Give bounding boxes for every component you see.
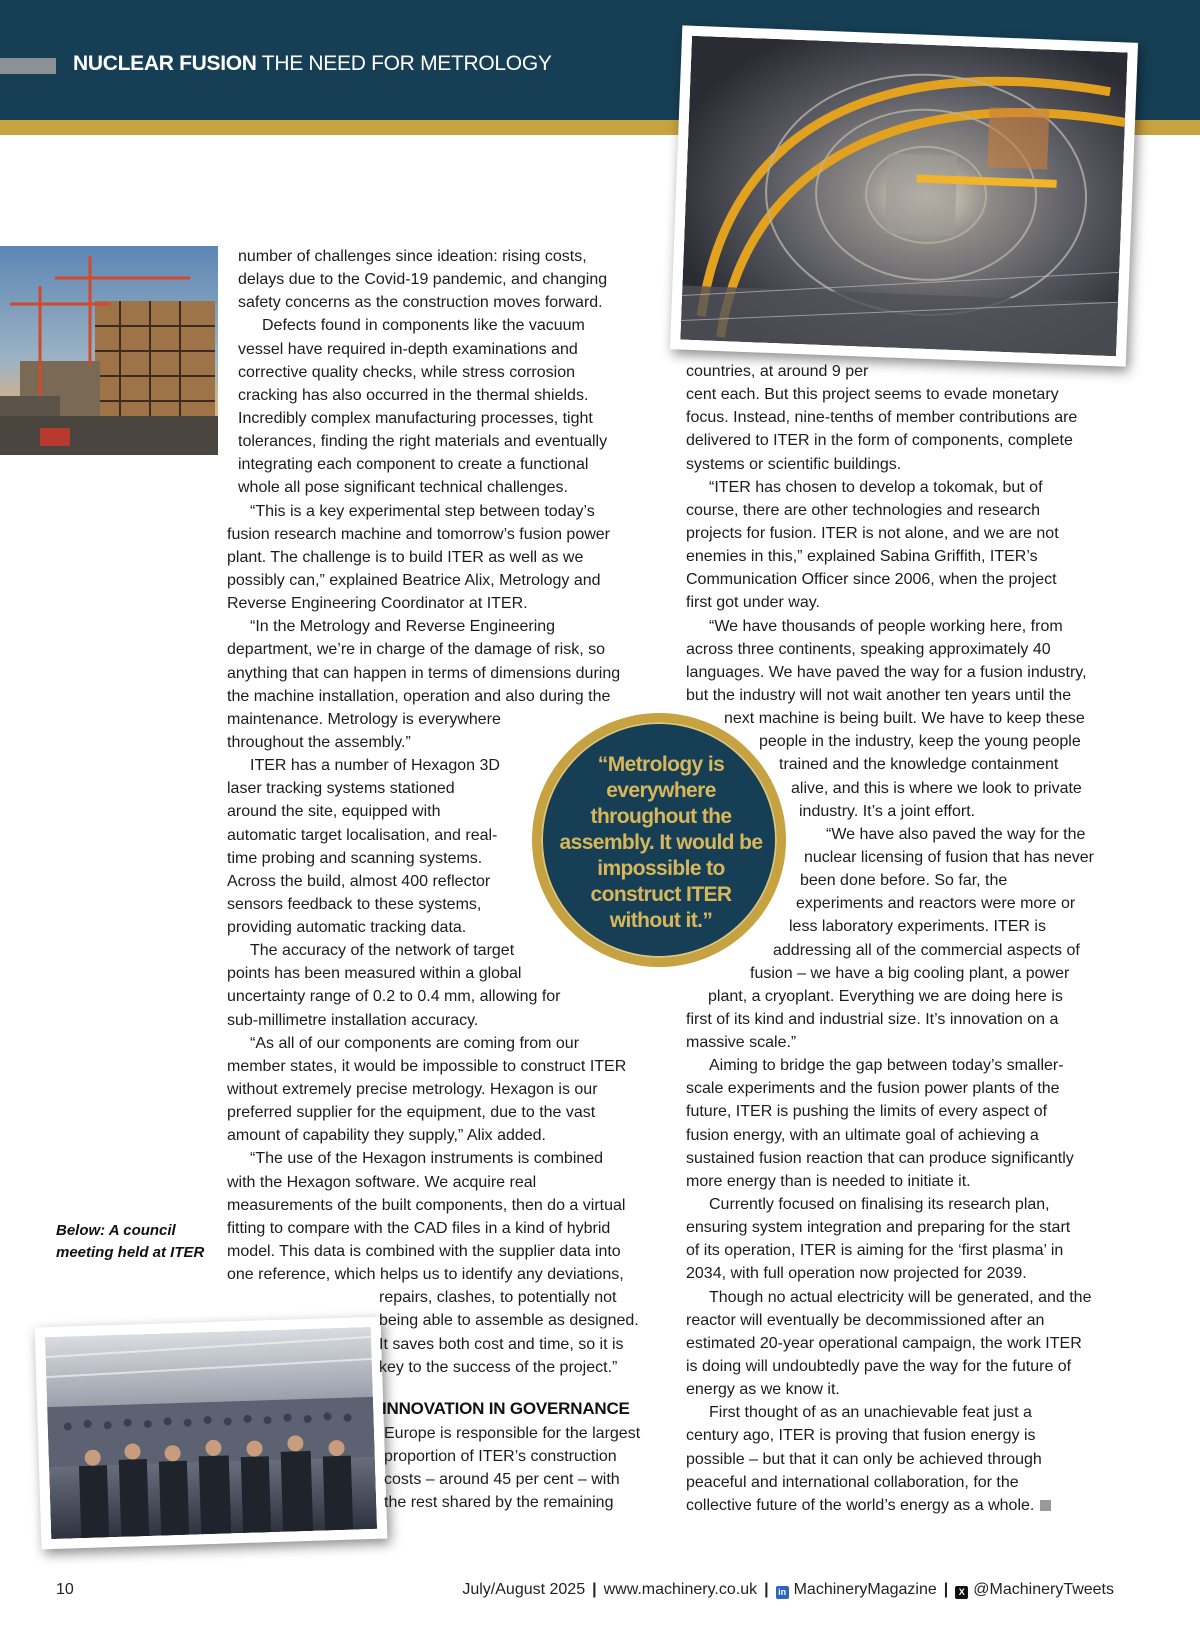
- body-text-line: vessel have required in-depth examinations and: [238, 340, 578, 358]
- body-text-line: Reverse Engineering Coordinator at ITER.: [227, 595, 528, 613]
- body-text-line: department, we’re in charge of the damage of risk, so: [227, 641, 605, 659]
- body-text-line: ITER has a number of Hexagon 3D: [250, 757, 500, 775]
- body-text-line: projects for fusion. ITER is not alone, and we are not: [686, 524, 1059, 542]
- body-text-line: the machine installation, operation and also during the: [227, 687, 611, 705]
- body-text-line: future, ITER is pushing the limits of every aspect of: [686, 1103, 1048, 1121]
- body-text-line: amount of capability they supply,” Alix added.: [227, 1127, 546, 1145]
- subheading: INNOVATION IN GOVERNANCE: [382, 1399, 630, 1418]
- body-text-line: fusion energy, with an ultimate goal of achieving a: [686, 1126, 1039, 1144]
- body-text-line: whole all pose significant technical challenges.: [238, 479, 568, 497]
- body-text-line: scale experiments and the fusion power plants of the: [686, 1080, 1060, 1098]
- construction-site-photo: [0, 246, 218, 455]
- body-text-line: maintenance. Metrology is everywhere: [227, 710, 501, 728]
- body-text-line: cent each. But this project seems to evade monetary: [686, 386, 1059, 404]
- body-text-line: It saves both cost and time, so it is: [379, 1335, 624, 1353]
- body-text-line: “We have thousands of people working here, from: [709, 617, 1063, 635]
- section-heading: [73, 52, 552, 76]
- body-text-line: possibly can,” explained Beatrice Alix, Metrology and: [227, 571, 601, 589]
- body-text-line: costs – around 45 per cent – with: [384, 1471, 620, 1488]
- separator: |: [592, 1581, 597, 1598]
- linkedin-icon: in: [776, 1586, 789, 1599]
- linkedin-handle[interactable]: MachineryMagazine: [793, 1581, 937, 1598]
- body-text-line: points has been measured within a global: [227, 965, 522, 983]
- body-text-line: collective future of the world’s energy as a whole.: [686, 1494, 1051, 1517]
- body-text-line: languages. We have paved the way for a fusion industry,: [686, 663, 1087, 681]
- body-text-line: “ITER has chosen to develop a tokomak, but of: [709, 478, 1043, 496]
- body-text-line: Communication Officer since 2006, when the project: [686, 571, 1057, 589]
- body-text-line: time probing and scanning systems.: [227, 849, 483, 867]
- body-text-line: trained and the knowledge containment: [779, 756, 1059, 774]
- body-text-line: of its operation, ITER is aiming for the ‘first plasma’ in: [686, 1242, 1064, 1260]
- body-text-line: Though no actual electricity will be generated, and the: [709, 1288, 1092, 1306]
- body-text-line: alive, and this is where we look to private: [791, 779, 1082, 797]
- body-text-line: plant, a cryoplant. Everything we are doing here is: [708, 987, 1063, 1005]
- end-of-article-mark: [1040, 1500, 1051, 1511]
- body-text-line: tolerances, finding the right materials and eventually: [238, 433, 608, 451]
- body-text-line: providing automatic tracking data.: [227, 919, 467, 937]
- body-text-line: 2034, with full operation now projected for 2039.: [686, 1265, 1027, 1283]
- separator: |: [764, 1581, 769, 1598]
- pull-quote: “Metrology is everywhere throughout the assembly. It would be impossible to construct ITER without it.”: [559, 753, 763, 932]
- body-text-line: being able to assemble as designed.: [379, 1312, 639, 1330]
- body-text-line: been done before. So far, the: [800, 872, 1008, 890]
- body-text-line: sensors feedback to these systems,: [227, 895, 482, 913]
- body-text-line: fusion – we have a big cooling plant, a power: [750, 964, 1070, 982]
- body-text-line: reactor will eventually be decommissioned after an: [686, 1311, 1045, 1329]
- body-text-line: “We have also paved the way for the: [826, 825, 1086, 843]
- body-text-line: The accuracy of the network of target: [250, 942, 515, 960]
- body-text-line: “In the Metrology and Reverse Engineering: [250, 618, 556, 636]
- body-text-line: uncertainty range of 0.2 to 0.4 mm, allowing for: [227, 988, 561, 1006]
- body-text-line: energy as we know it.: [686, 1381, 840, 1399]
- body-text-line: laser tracking systems stationed: [227, 780, 455, 798]
- body-text-line: course, there are other technologies and research: [686, 501, 1040, 519]
- body-text-line: more energy than is needed to initiate it.: [686, 1172, 971, 1190]
- body-text-line: plant. The challenge is to build ITER as well as we: [227, 548, 584, 566]
- body-text-line: less laboratory experiments. ITER is: [789, 918, 1046, 936]
- body-text-line: model. This data is combined with the supplier data into: [227, 1243, 621, 1261]
- body-text-line: enemies in this,” explained Sabina Griffith, ITER’s: [686, 548, 1038, 566]
- body-text-line: across three continents, speaking approximately 40: [686, 640, 1051, 658]
- body-text-line: experiments and reactors were more or: [796, 895, 1076, 913]
- body-text-line: systems or scientific buildings.: [686, 455, 902, 473]
- x-icon: X: [955, 1586, 968, 1599]
- body-text-line: Across the build, almost 400 reflector: [227, 872, 491, 890]
- body-text-line: preferred supplier for the equipment, due to the vast: [227, 1104, 596, 1122]
- body-text-line: “The use of the Hexagon instruments is combined: [250, 1150, 604, 1168]
- body-text-line: anything that can happen in terms of dimensions during: [227, 664, 621, 682]
- body-text-line: throughout the assembly.”: [227, 733, 411, 751]
- body-text-line: peaceful and international collaboration, for the: [686, 1473, 1019, 1491]
- body-text-line: “As all of our components are coming from our: [250, 1034, 580, 1052]
- body-text-line: without extremely precise metrology. Hexagon is our: [227, 1081, 598, 1099]
- body-text-line: one reference, which helps us to identify any deviations,: [227, 1266, 624, 1284]
- body-text-line: massive scale.”: [686, 1034, 797, 1052]
- body-text-line: possible – but that it can only be achieved through: [686, 1450, 1042, 1468]
- body-text-line: first of its kind and industrial size. It’s innovation on a: [686, 1010, 1059, 1028]
- body-text-line: integrating each component to create a functional: [238, 456, 589, 474]
- footer-info: [462, 1581, 1114, 1599]
- body-text-line: Europe is responsible for the largest: [384, 1425, 641, 1442]
- body-text-line: fusion research machine and tomorrow’s fusion power: [227, 525, 611, 543]
- body-text-line: ensuring system integration and preparing for the start: [686, 1219, 1071, 1237]
- body-text-line: Aiming to bridge the gap between today’s smaller-: [709, 1057, 1064, 1075]
- issue-date: July/August 2025: [462, 1581, 586, 1598]
- photo-caption: Below: A council meeting held at ITER: [56, 1222, 205, 1261]
- body-text-line: people in the industry, keep the young people: [759, 733, 1081, 751]
- body-text-line: estimated 20-year operational campaign, the work ITER: [686, 1334, 1082, 1352]
- body-text-line: Defects found in components like the vacuum: [262, 317, 585, 335]
- body-text-line: next machine is being built. We have to keep these: [724, 710, 1085, 728]
- x-handle[interactable]: @MachineryTweets: [973, 1581, 1114, 1598]
- body-text-line: Currently focused on finalising its research plan,: [709, 1196, 1050, 1214]
- body-text-line: cracking has also occurred in the thermal shields.: [238, 386, 589, 404]
- body-text-line: corrective quality checks, while stress corrosion: [238, 363, 576, 381]
- body-text-line: first got under way.: [686, 594, 820, 612]
- body-text-line: delivered to ITER in the form of components, complete: [686, 432, 1073, 450]
- section-heading-rest: THE NEED FOR METROLOGY: [261, 52, 552, 75]
- body-text-line: member states, it would be impossible to construct ITER: [227, 1057, 627, 1075]
- section-heading-bold: NUCLEAR FUSION: [73, 52, 257, 75]
- body-text-line: focus. Instead, nine-tenths of member contributions are: [686, 409, 1078, 427]
- body-text-line: measurements of the built components, then do a virtual: [227, 1196, 626, 1214]
- body-text-line: Incredibly complex manufacturing processes, tight: [238, 409, 593, 427]
- body-text-line: sustained fusion reaction that can produce significantly: [686, 1149, 1074, 1167]
- council-meeting-photo: [35, 1317, 388, 1550]
- tokamak-photo: [670, 25, 1138, 366]
- page-number: 10: [56, 1581, 74, 1598]
- website-link[interactable]: www.machinery.co.uk: [603, 1581, 758, 1598]
- body-text-line: number of challenges since ideation: rising costs,: [238, 248, 587, 265]
- body-text-line: but the industry will not wait another ten years until the: [686, 686, 1072, 704]
- body-text-line: around the site, equipped with: [227, 803, 441, 821]
- body-text-line: nuclear licensing of fusion that has never: [804, 848, 1094, 866]
- body-text-line: century ago, ITER is proving that fusion energy is: [686, 1427, 1036, 1445]
- body-text-line: is doing will undoubtedly pave the way for the future of: [686, 1358, 1072, 1376]
- body-text-line: addressing all of the commercial aspects of: [773, 941, 1080, 959]
- separator: |: [943, 1581, 949, 1598]
- body-text-line: with the Hexagon software. We acquire real: [227, 1173, 537, 1191]
- body-text-line: sub-millimetre installation accuracy.: [227, 1011, 479, 1029]
- section-marker: [0, 58, 56, 74]
- body-text-line: industry. It’s a joint effort.: [799, 802, 976, 820]
- body-text-line: key to the success of the project.”: [379, 1358, 618, 1376]
- body-text-line: countries, at around 9 per: [686, 363, 869, 380]
- body-text-line: repairs, clashes, to potentially not: [379, 1289, 617, 1307]
- body-text-line: proportion of ITER’s construction: [384, 1448, 617, 1465]
- body-text-line: safety concerns as the construction moves forward.: [238, 294, 603, 312]
- body-text-line: fitting to compare with the CAD files in a kind of hybrid: [227, 1219, 611, 1237]
- body-text-line: First thought of as an unachievable feat just a: [709, 1404, 1032, 1422]
- body-text-line: delays due to the Covid-19 pandemic, and changing: [238, 271, 608, 289]
- body-text-line: automatic target localisation, and real-: [227, 826, 498, 844]
- body-text-line: “This is a key experimental step between today’s: [250, 502, 595, 520]
- body-text-line: the rest shared by the remaining: [384, 1494, 614, 1511]
